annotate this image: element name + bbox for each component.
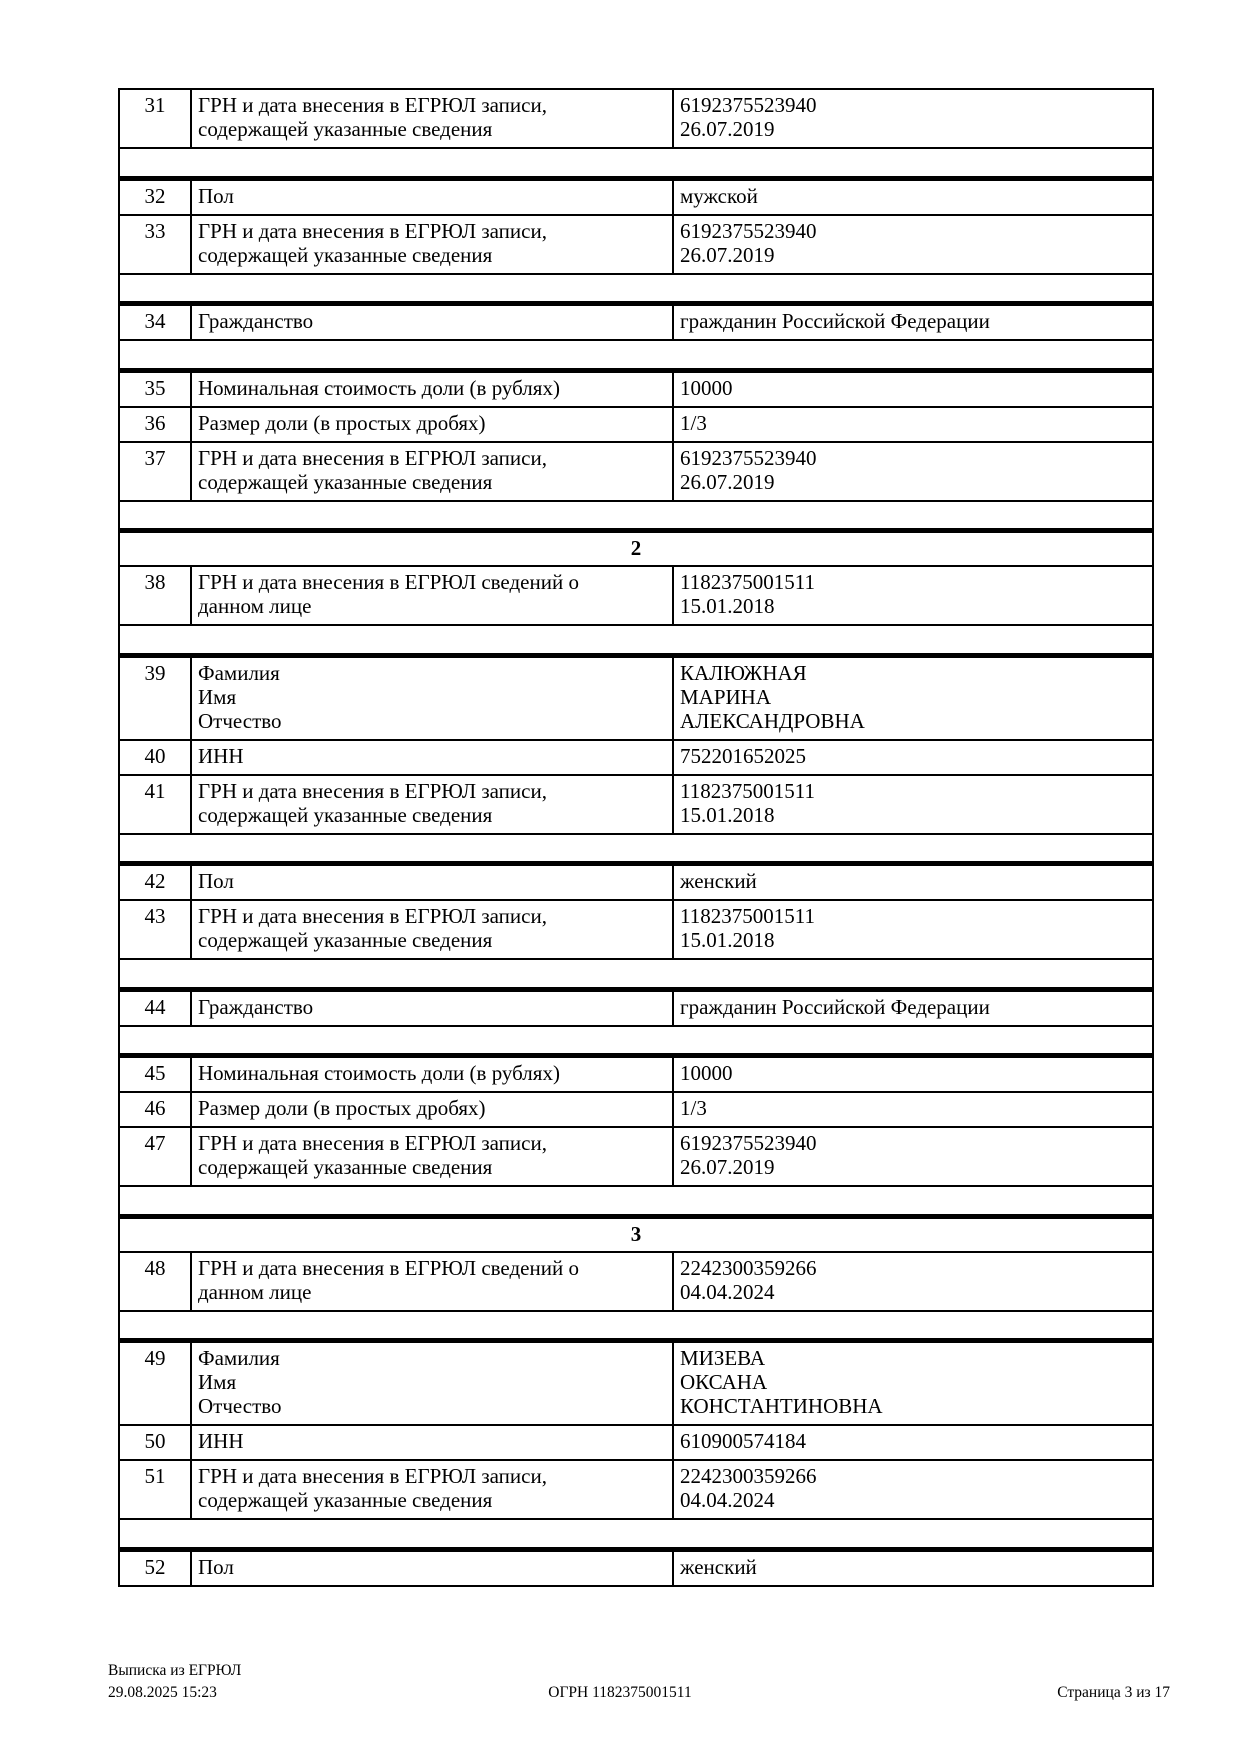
row-value: гражданин Российской Федерации (673, 304, 1153, 341)
table-row-39 (119, 655, 1153, 740)
table-row-35 (119, 370, 1153, 407)
row-label: ГРН и дата внесения в ЕГРЮЛ записи, содержащей указанные сведения (191, 215, 673, 274)
spacer-row (119, 959, 1153, 989)
spacer-cell (119, 834, 1153, 864)
table-row-51 (119, 1460, 1153, 1519)
row-value: мужской (673, 178, 1153, 215)
table-row-34 (119, 304, 1153, 341)
section-header: 3 (119, 1216, 1153, 1252)
row-label: ГРН и дата внесения в ЕГРЮЛ записи, содержащей указанные сведения (191, 1127, 673, 1186)
row-label: Гражданство (191, 989, 673, 1026)
row-value: 1182375001511 15.01.2018 (673, 900, 1153, 959)
row-label: ГРН и дата внесения в ЕГРЮЛ записи, содержащей указанные сведения (191, 900, 673, 959)
row-label: Фамилия Имя Отчество (191, 655, 673, 740)
row-number: 52 (119, 1549, 191, 1586)
section-header-row-3 (119, 1216, 1153, 1252)
table-row-45 (119, 1056, 1153, 1093)
row-value: женский (673, 1549, 1153, 1586)
table-row-43 (119, 900, 1153, 959)
egrul-table-body (119, 89, 1153, 1586)
table-row-38 (119, 566, 1153, 625)
table-row-31 (119, 89, 1153, 148)
row-label: ГРН и дата внесения в ЕГРЮЛ записи, содержащей указанные сведения (191, 442, 673, 501)
table-row-48 (119, 1252, 1153, 1311)
row-value: 1/3 (673, 1092, 1153, 1127)
row-value: 752201652025 (673, 740, 1153, 775)
row-label: Размер доли (в простых дробях) (191, 1092, 673, 1127)
spacer-row (119, 1186, 1153, 1216)
spacer-row (119, 834, 1153, 864)
table-row-46 (119, 1092, 1153, 1127)
footer-timestamp: 29.08.2025 15:23 (108, 1684, 217, 1701)
row-number: 46 (119, 1092, 191, 1127)
table-row-42 (119, 864, 1153, 901)
row-number: 49 (119, 1341, 191, 1426)
row-value: 6192375523940 26.07.2019 (673, 215, 1153, 274)
row-value: женский (673, 864, 1153, 901)
row-value: 6192375523940 26.07.2019 (673, 1127, 1153, 1186)
row-number: 39 (119, 655, 191, 740)
footer-doc-title: Выписка из ЕГРЮЛ (108, 1662, 242, 1679)
table-row-32 (119, 178, 1153, 215)
row-number: 33 (119, 215, 191, 274)
row-number: 48 (119, 1252, 191, 1311)
row-number: 32 (119, 178, 191, 215)
spacer-cell (119, 625, 1153, 655)
row-value: 10000 (673, 370, 1153, 407)
spacer-cell (119, 340, 1153, 370)
row-label: ИНН (191, 740, 673, 775)
row-label: Номинальная стоимость доли (в рублях) (191, 370, 673, 407)
row-number: 31 (119, 89, 191, 148)
row-value: КАЛЮЖНАЯ МАРИНА АЛЕКСАНДРОВНА (673, 655, 1153, 740)
row-number: 51 (119, 1460, 191, 1519)
row-label: Размер доли (в простых дробях) (191, 407, 673, 442)
row-number: 34 (119, 304, 191, 341)
row-number: 40 (119, 740, 191, 775)
footer-page-number: Страница 3 из 17 (1057, 1684, 1170, 1701)
row-label: ГРН и дата внесения в ЕГРЮЛ записи, содержащей указанные сведения (191, 89, 673, 148)
row-label: Номинальная стоимость доли (в рублях) (191, 1056, 673, 1093)
spacer-row (119, 1026, 1153, 1056)
row-value: 2242300359266 04.04.2024 (673, 1460, 1153, 1519)
spacer-cell (119, 1519, 1153, 1549)
row-number: 41 (119, 775, 191, 834)
row-label: ГРН и дата внесения в ЕГРЮЛ записи, содержащей указанные сведения (191, 775, 673, 834)
spacer-cell (119, 274, 1153, 304)
row-value: 610900574184 (673, 1425, 1153, 1460)
footer-ogrn: ОГРН 1182375001511 (548, 1684, 692, 1701)
spacer-row (119, 501, 1153, 531)
spacer-row (119, 148, 1153, 178)
row-number: 42 (119, 864, 191, 901)
row-value: 1/3 (673, 407, 1153, 442)
row-value: 6192375523940 26.07.2019 (673, 89, 1153, 148)
row-value: 6192375523940 26.07.2019 (673, 442, 1153, 501)
row-number: 44 (119, 989, 191, 1026)
table-row-36 (119, 407, 1153, 442)
spacer-cell (119, 959, 1153, 989)
row-number: 50 (119, 1425, 191, 1460)
row-label: ГРН и дата внесения в ЕГРЮЛ сведений о данном лице (191, 1252, 673, 1311)
table-row-37 (119, 442, 1153, 501)
row-number: 36 (119, 407, 191, 442)
row-number: 45 (119, 1056, 191, 1093)
row-value: 10000 (673, 1056, 1153, 1093)
spacer-row (119, 1311, 1153, 1341)
section-header-row-2 (119, 531, 1153, 567)
spacer-row (119, 274, 1153, 304)
row-value: гражданин Российской Федерации (673, 989, 1153, 1026)
table-row-50 (119, 1425, 1153, 1460)
egrul-table (118, 88, 1154, 1587)
row-label: ИНН (191, 1425, 673, 1460)
spacer-cell (119, 1311, 1153, 1341)
spacer-row (119, 625, 1153, 655)
row-number: 37 (119, 442, 191, 501)
row-label: ГРН и дата внесения в ЕГРЮЛ сведений о данном лице (191, 566, 673, 625)
row-number: 35 (119, 370, 191, 407)
section-header: 2 (119, 531, 1153, 567)
row-label: Пол (191, 178, 673, 215)
table-row-49 (119, 1341, 1153, 1426)
table-row-41 (119, 775, 1153, 834)
table-row-40 (119, 740, 1153, 775)
row-number: 43 (119, 900, 191, 959)
table-row-33 (119, 215, 1153, 274)
row-label: ГРН и дата внесения в ЕГРЮЛ записи, содержащей указанные сведения (191, 1460, 673, 1519)
row-label: Пол (191, 1549, 673, 1586)
spacer-cell (119, 501, 1153, 531)
row-number: 47 (119, 1127, 191, 1186)
row-value: 2242300359266 04.04.2024 (673, 1252, 1153, 1311)
table-row-52 (119, 1549, 1153, 1586)
row-value: 1182375001511 15.01.2018 (673, 775, 1153, 834)
table-row-44 (119, 989, 1153, 1026)
row-label: Фамилия Имя Отчество (191, 1341, 673, 1426)
row-label: Пол (191, 864, 673, 901)
spacer-row (119, 1519, 1153, 1549)
table-row-47 (119, 1127, 1153, 1186)
row-value: МИЗЕВА ОКСАНА КОНСТАНТИНОВНА (673, 1341, 1153, 1426)
spacer-cell (119, 1186, 1153, 1216)
row-value: 1182375001511 15.01.2018 (673, 566, 1153, 625)
spacer-row (119, 340, 1153, 370)
spacer-cell (119, 1026, 1153, 1056)
row-number: 38 (119, 566, 191, 625)
row-label: Гражданство (191, 304, 673, 341)
spacer-cell (119, 148, 1153, 178)
